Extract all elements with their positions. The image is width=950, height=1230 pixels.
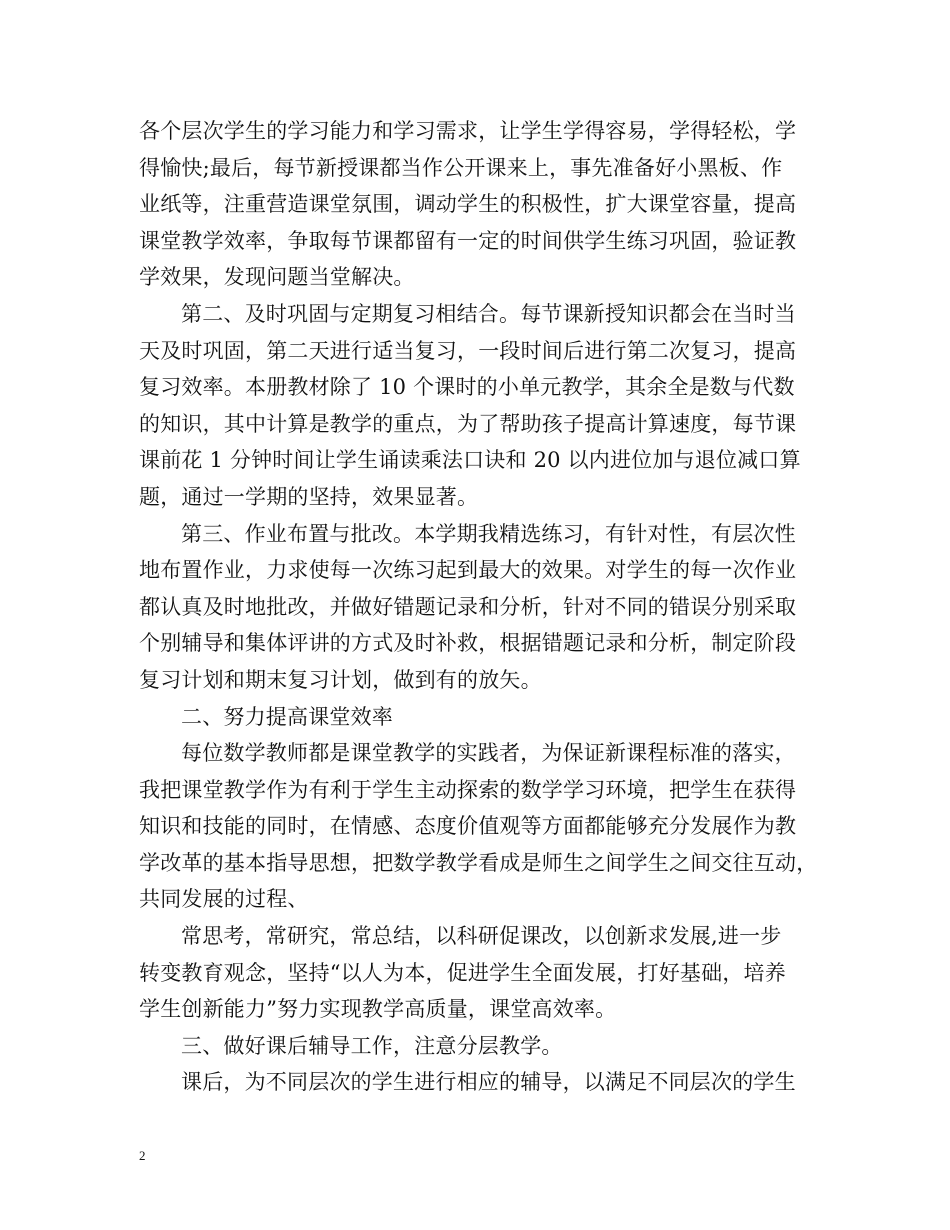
text-line: 课堂教学效率，争取每节课都留有一定的时间供学生练习巩固，验证教 — [139, 228, 797, 253]
text-line: 业纸等，注重营造课堂氛围，调动学生的积极性，扩大课堂容量，提高 — [139, 192, 797, 217]
paragraph-start-line: 常思考，常研究，常总结，以科研促课改，以创新求发展,进一步 — [181, 924, 782, 949]
text-line: 复习效率。本册教材除了 10 个课时的小单元教学，其余全是数与代数 — [139, 375, 795, 400]
text-line: 学效果，发现问题当堂解决。 — [139, 265, 415, 290]
text-line: 都认真及时地批改，并做好错题记录和分析，针对不同的错误分别采取 — [139, 594, 797, 619]
text-line: 课前花 1 分钟时间让学生诵读乘法口诀和 20 以内进位加与退位减口算 — [139, 448, 801, 473]
text-line: 复习计划和期末复习计划，做到有的放矢。 — [139, 667, 542, 692]
text-line: 知识和技能的同时，在情感、态度价值观等方面都能够充分发展作为教 — [139, 814, 797, 839]
text-line: 得愉快;最后，每节新授课都当作公开课来上，事先准备好小黑板、作 — [139, 155, 783, 180]
paragraph-start-line: 课后，为不同层次的学生进行相应的辅导，以满足不同层次的学生 — [181, 1070, 796, 1095]
text-line: 的知识，其中计算是教学的重点，为了帮助孩子提高计算速度，每节课 — [139, 411, 797, 436]
text-line: 个别辅导和集体评讲的方式及时补救，根据错题记录和分析，制定阶段 — [139, 631, 797, 656]
text-line: 题，通过一学期的坚持，效果显著。 — [139, 484, 479, 509]
text-line: 各个层次学生的学习能力和学习需求，让学生学得容易，学得轻松，学 — [139, 119, 797, 143]
text-line: 共同发展的过程、 — [139, 887, 309, 912]
document-body — [139, 113, 819, 1101]
paragraph-start-line: 第二、及时巩固与定期复习相结合。每节课新授知识都会在当时当 — [181, 301, 796, 326]
text-line: 学生创新能力”努力实现教学高质量，课堂高效率。 — [139, 997, 617, 1022]
text-line: 天及时巩固，第二天进行适当复习，一段时间后进行第二次复习，提高 — [139, 338, 797, 363]
text-line: 地布置作业，力求使每一次练习起到最大的效果。对学生的每一次作业 — [139, 558, 797, 583]
page-number: 2 — [139, 1148, 146, 1163]
paragraph-start-line: 每位数学教师都是课堂教学的实践者，为保证新课程标准的落实， — [181, 741, 796, 766]
text-line: 学改革的基本指导思想，把数学教学看成是师生之间学生之间交往互动， — [139, 850, 818, 875]
section-heading: 二、努力提高课堂效率 — [181, 704, 393, 729]
text-line: 转变教育观念，坚持“以人为本，促进学生全面发展，打好基础，培养 — [139, 960, 786, 985]
paragraph-start-line: 第三、作业布置与批改。本学期我精选练习，有针对性，有层次性 — [181, 521, 796, 546]
section-heading: 三、做好课后辅导工作，注意分层教学。 — [181, 1033, 563, 1058]
text-line: 我把课堂教学作为有利于学生主动探索的数学学习环境，把学生在获得 — [139, 777, 797, 802]
